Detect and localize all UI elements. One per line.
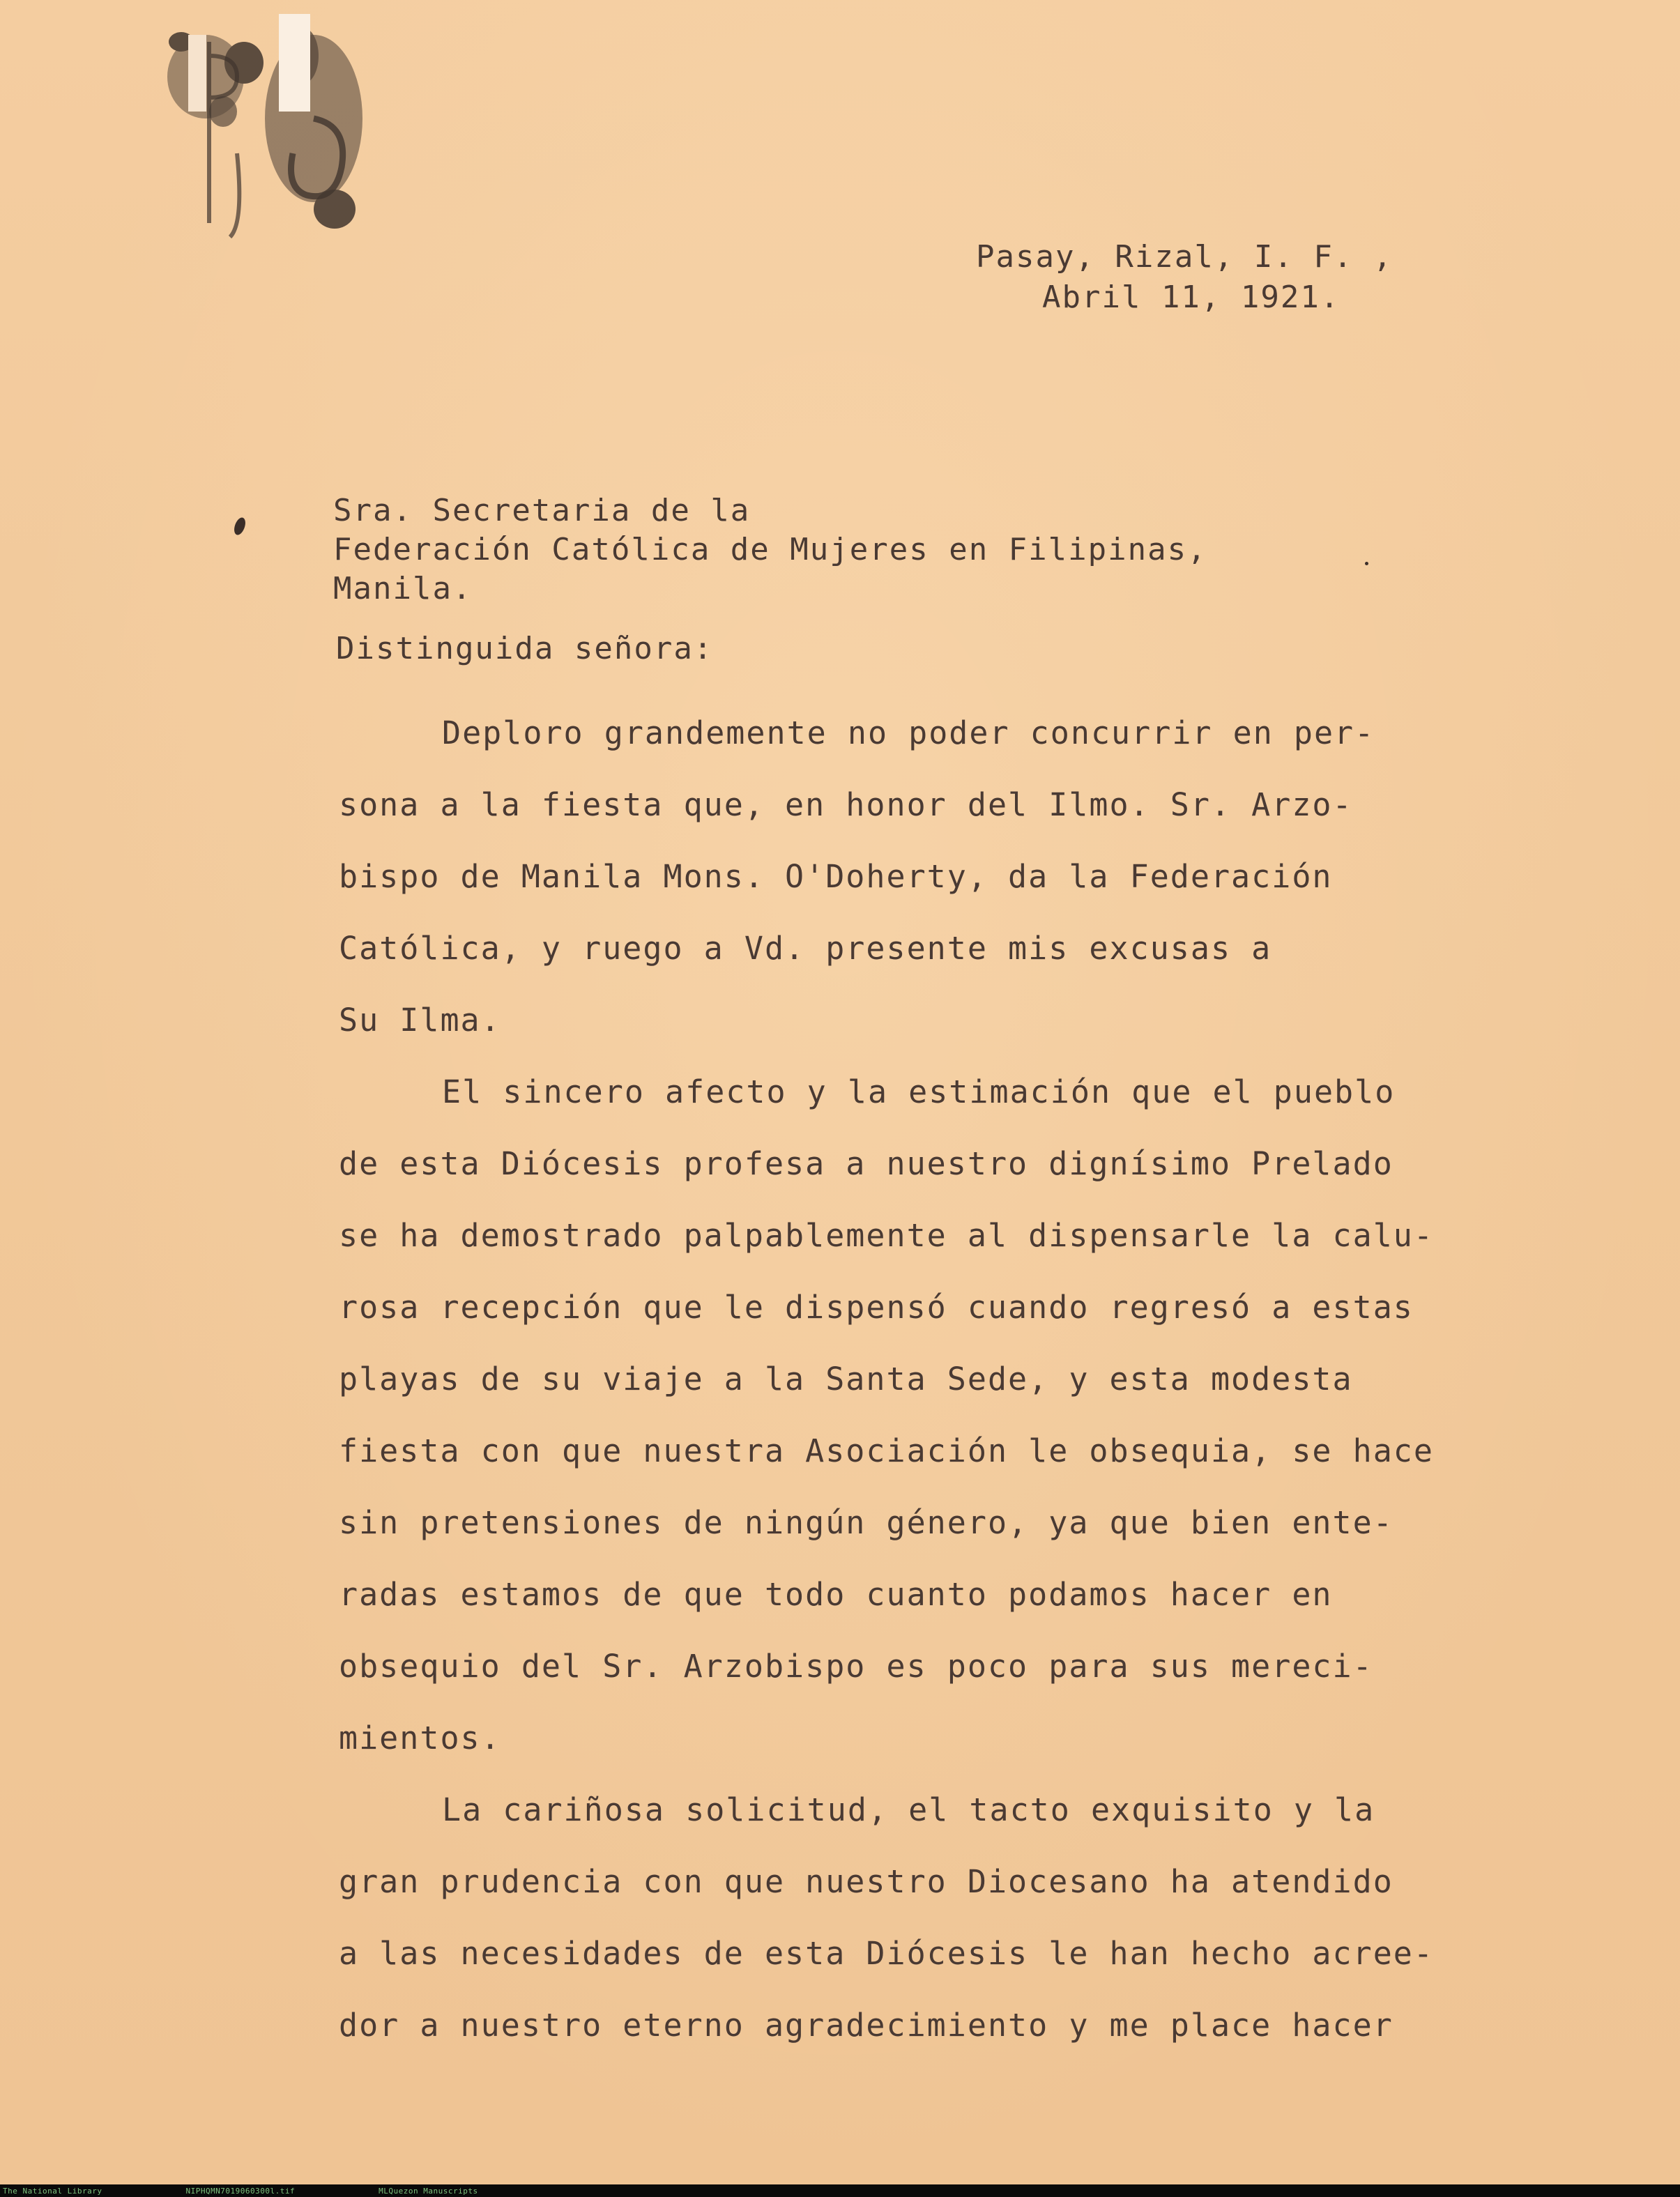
salutation: Distinguida señora: [336,631,714,666]
body-line: gran prudencia con que nuestro Diocesano ha atendido [339,1863,1393,1900]
body-line: rosa recepción que le dispensó cuando regresó a estas [339,1289,1414,1326]
recipient-line: Sra. Secretaria de la [333,493,751,528]
body-line: radas estamos de que todo cuanto podamos hacer en [339,1576,1333,1613]
body-line: mientos. [339,1720,501,1756]
body-line: se ha demostrado palpablemente al dispensarle la calu- [339,1217,1434,1254]
body-line: dor a nuestro eterno agradecimiento y me place hacer [339,2007,1393,2044]
place-line: Pasay, Rizal, I. F. , [976,239,1393,275]
body-line: bispo de Manila Mons. O'Doherty, da la Federación [339,858,1333,895]
body-line: La cariñosa solicitud, el tacto exquisito y la [442,1791,1375,1828]
body-line: de esta Diócesis profesa a nuestro dignísimo Prelado [339,1145,1393,1182]
body-line: a las necesidades de esta Diócesis le han hecho acree- [339,1935,1434,1972]
body-line: fiesta con que nuestra Asociación le obsequia, se hace [339,1432,1434,1469]
body-line: Su Ilma. [339,1002,501,1039]
recipient-address [333,491,1207,608]
recipient-line: Manila. [333,571,473,606]
footer-source: The National Library [3,2186,102,2196]
body-line: playas de su viaje a la Santa Sede, y esta modesta [339,1361,1353,1398]
body-line: El sincero afecto y la estimación que el pueblo [442,1073,1396,1110]
margin-ink-dot [232,516,247,536]
ink-stain-mark [139,14,390,244]
body-line: Católica, y ruego a Vd. presente mis excusas a [339,930,1272,967]
scan-footer [0,2184,1680,2197]
footer-collection: MLQuezon Manuscripts [379,2186,478,2196]
margin-ink-dot [1365,562,1368,565]
letter-body [339,697,1434,2061]
recipient-line: Federación Católica de Mujeres en Filipinas, [333,532,1207,567]
body-line: obsequio del Sr. Arzobispo es poco para sus mereci- [339,1648,1373,1685]
place-date-block [976,237,1393,318]
date-line: Abril 11, 1921. [1042,280,1341,315]
body-line: sona a la fiesta que, en honor del Ilmo. Sr. Arzo- [339,786,1353,823]
body-line: Deploro grandemente no poder concurrir en per- [442,714,1375,751]
body-line: sin pretensiones de ningún género, ya que bien ente- [339,1504,1393,1541]
footer-file: NIPHQMN7019060300l.tif [185,2186,296,2196]
